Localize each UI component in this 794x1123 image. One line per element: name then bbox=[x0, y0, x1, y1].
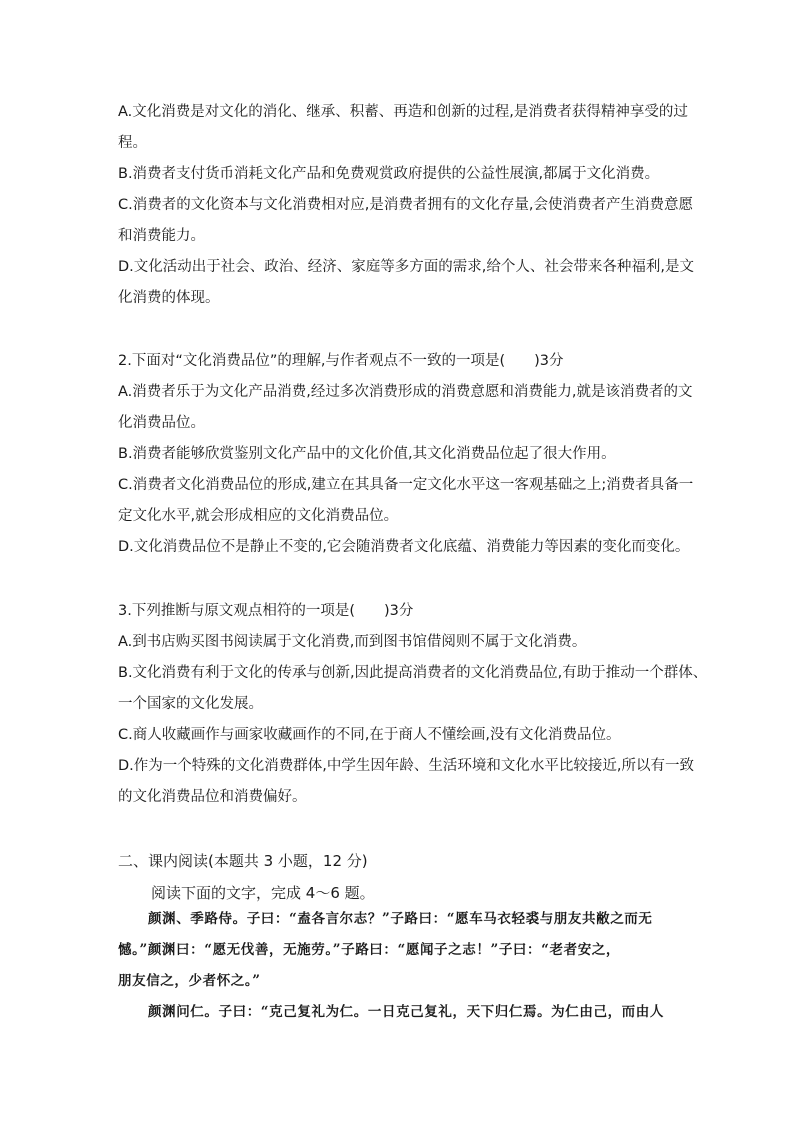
passage-p1-line-3: 朋友信之，少者怀之。” bbox=[118, 973, 261, 989]
passage-p1-line-2: 憾。”颜渊曰：“愿无伐善，无施劳。”子路曰：“愿闻子之志！”子曰：“老者安之， bbox=[118, 942, 620, 958]
q1-option-b: B.消费者支付货币消耗文化产品和免费观赏政府提供的公益性展演,都属于文化消费。 bbox=[118, 166, 660, 182]
q1-option-a-line-2: 程。 bbox=[118, 135, 147, 151]
question-1-options bbox=[118, 97, 694, 314]
q3-option-b-line-2: 一个国家的文化发展。 bbox=[118, 696, 263, 712]
q2-option-b: B.消费者能够欣赏鉴别文化产品中的文化价值,其文化消费品位起了很大作用。 bbox=[118, 446, 616, 462]
q1-option-a-line-1: A.文化消费是对文化的消化、继承、积蓄、再造和创新的过程,是消费者获得精神享受的过 bbox=[118, 104, 688, 120]
section-2-instruction: 阅读下面的文字，完成 4～6 题。 bbox=[151, 884, 375, 902]
passage-p1-line-1: 颜渊、季路侍。子曰：“盍各言尔志？”子路曰：“愿车马衣轻裘与朋友共敝之而无 bbox=[148, 911, 653, 927]
q1-option-d-line-1: D.文化活动出于社会、政治、经济、家庭等多方面的需求,给个人、社会带来各种福利,是文 bbox=[118, 259, 694, 275]
q2-option-c-line-2: 定文化水平,就会形成相应的文化消费品位。 bbox=[118, 508, 399, 524]
q2-option-a-line-1: A.消费者乐于为文化产品消费,经过多次消费形成的消费意愿和消费能力,就是该消费者的文 bbox=[118, 384, 693, 400]
q2-option-d: D.文化消费品位不是静止不变的,它会随消费者文化底蕴、消费能力等因素的变化而变化。 bbox=[118, 539, 690, 555]
q3-option-d-line-2: 的文化消费品位和消费偏好。 bbox=[118, 789, 307, 805]
q3-option-b-line-1: B.文化消费有利于文化的传承与创新,因此提高消费者的文化消费品位,有助于推动一个群体、 bbox=[118, 665, 708, 681]
passage-p2-line-1: 颜渊问仁。子曰：“克己复礼为仁。一日克己复礼，天下归仁焉。为仁由己，而由人 bbox=[148, 1004, 664, 1020]
question-2 bbox=[118, 346, 694, 563]
question-3 bbox=[118, 596, 708, 813]
q2-option-c-line-1: C.消费者文化消费品位的形成,建立在其具备一定文化水平这一客观基础之上;消费者具备一 bbox=[118, 477, 694, 493]
q1-option-c-line-2: 和消费能力。 bbox=[118, 228, 205, 244]
q2-title: 2.下面对“文化消费品位”的理解,与作者观点不一致的一项是( )3分 bbox=[118, 353, 564, 369]
classical-passage bbox=[118, 904, 688, 1028]
q3-title: 3.下列推断与原文观点相符的一项是( )3分 bbox=[118, 603, 414, 619]
q3-option-c: C.商人收藏画作与画家收藏画作的不同,在于商人不懂绘画,没有文化消费品位。 bbox=[118, 727, 621, 743]
q3-option-d-line-1: D.作为一个特殊的文化消费群体,中学生因年龄、生活环境和文化水平比较接近,所以有一致 bbox=[118, 758, 694, 774]
q3-option-a: A.到书店购买图书阅读属于文化消费,而到图书馆借阅则不属于文化消费。 bbox=[118, 634, 587, 650]
q1-option-c-line-1: C.消费者的文化资本与文化消费相对应,是消费者拥有的文化存量,会使消费者产生消费意愿 bbox=[118, 197, 693, 213]
section-2-heading: 二、课内阅读(本题共 3 小题，12 分) bbox=[118, 852, 368, 870]
q2-option-a-line-2: 化消费品位。 bbox=[118, 415, 205, 431]
q1-option-d-line-2: 化消费的体现。 bbox=[118, 290, 220, 306]
